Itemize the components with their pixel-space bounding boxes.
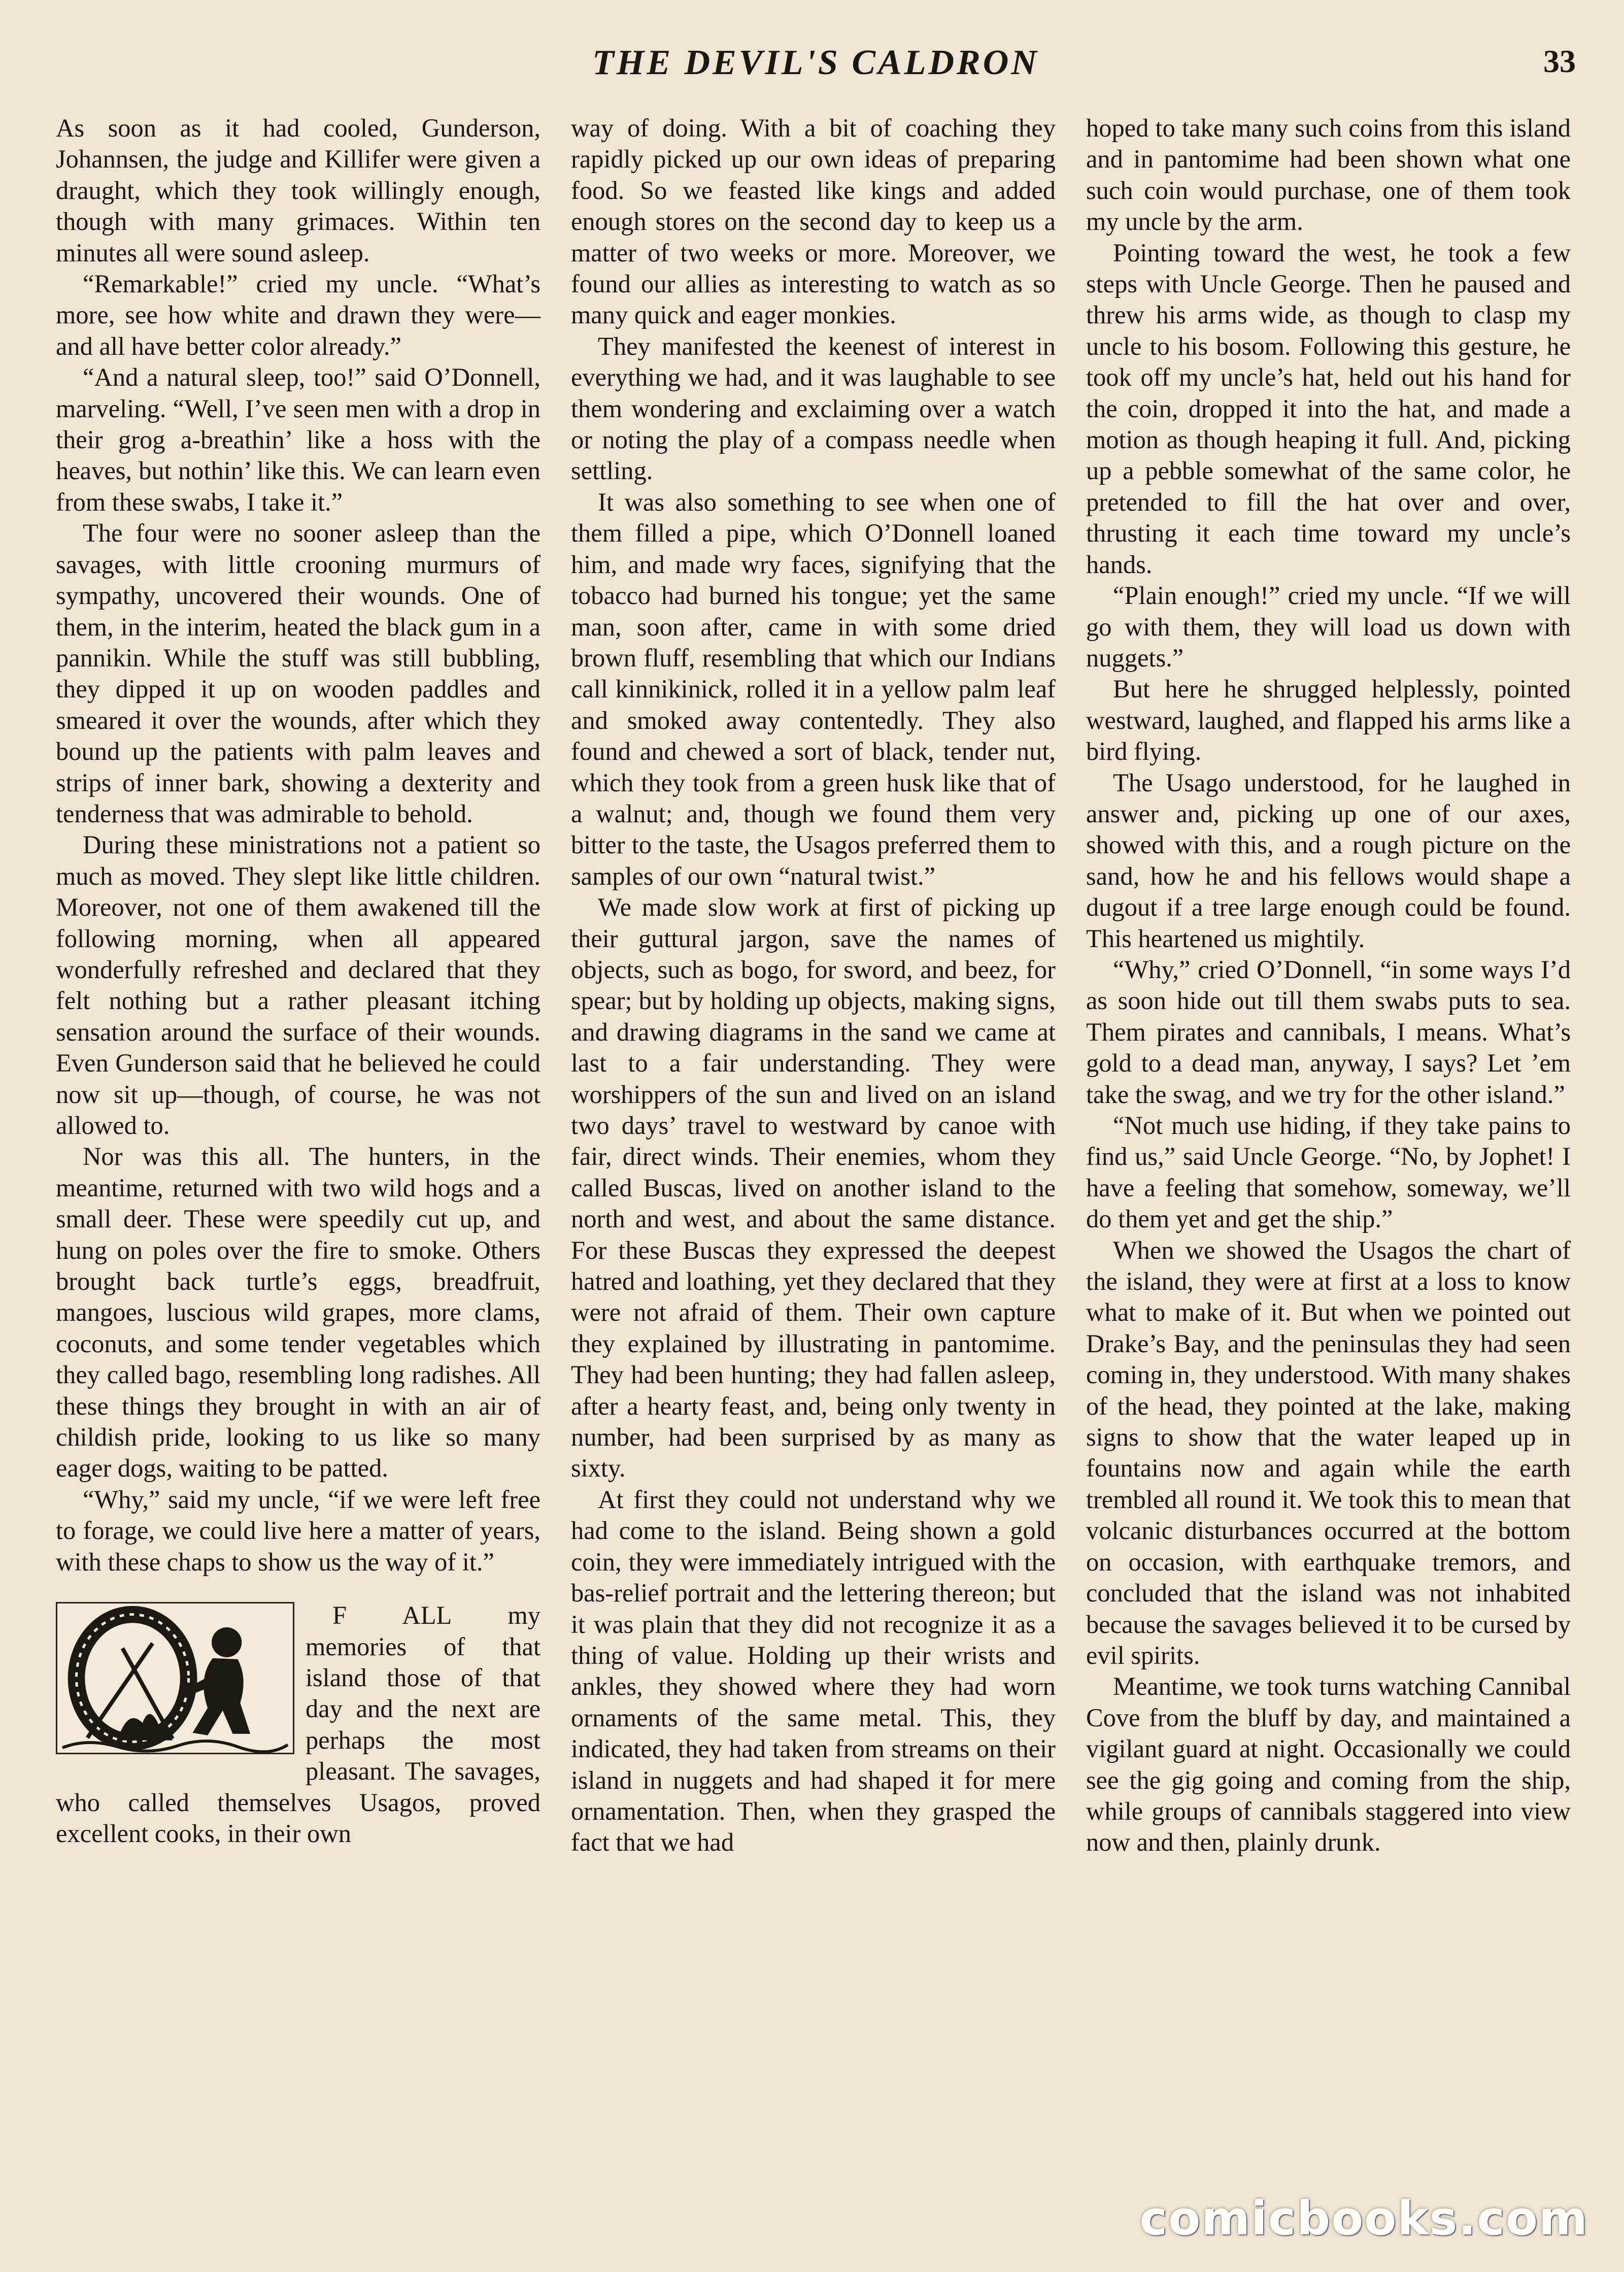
paragraph: “Why,” cried O’Donnell, “in some ways I’d as soon hide out till them swabs puts to sea. Them pirates and cannibals, I means. What’s gold to a dead man, anyway, I says? Let ’em take the swag, and we try for the other island.” <box>1086 955 1571 1109</box>
paragraph: way of doing. With a bit of coaching they rapidly picked up our own ideas of preparing food. So we feasted like kings and added enough stores on the second day to keep us a matter of two weeks or more. Moreover, we found our allies as interesting to watch as so many quick and eager monkies. <box>571 114 1056 329</box>
paragraph: “And a natural sleep, too!” said O’Donnell, marveling. “Well, I’ve seen men with a drop in their grog a-breathin’ like a hoss with the heaves, but nothin’ like this. We can learn even from these swabs, I take it.” <box>56 363 540 516</box>
running-title: THE DEVIL'S CALDRON <box>592 43 1039 82</box>
paragraph: “Not much use hiding, if they take pains to find us,” said Uncle George. “No, by Jophet! I have a feeling that somehow, someway, we’ll do them yet and get the ship.” <box>1086 1111 1571 1233</box>
dropcap-paragraph: F ALL my memories of that island those of that day and the next are perhaps the most pleasant. The savages, who called themselves Usagos, proved excellent cooks, in their own <box>56 1601 540 1848</box>
paragraph: The four were no sooner asleep than the savages, with little crooning murmurs of sympathy, uncovered their wounds. One of them, in the interim, heated the black gum in a pannikin. While the stuff was still bubbling, they dipped it up on wooden paddles and smeared it over the wounds, after which they bound up the patients with palm leaves and strips of inner bark, showing a dexterity and tenderness that was admirable to behold. <box>56 519 540 828</box>
paragraph: When we showed the Usagos the chart of the island, they were at first at a loss to know what to make of it. But when we pointed out Drake’s Bay, and the peninsulas they had seen coming in, they understood. With many shakes of the head, they pointed at the lake, making signs to show that the water leaped up in fountains now and again while the earth trembled all round it. We took this to mean that volcanic disturbances occurred at the bottom on occasion, with earthquake tremors, and concluded that the island was not inhabited because the savages believed it to be cursed by evil spirits. <box>1086 1235 1571 1669</box>
site-watermark: comicbooks.com <box>1139 2191 1588 2246</box>
paragraph: As soon as it had cooled, Gunderson, Johannsen, the judge and Killifer were given a draught, which they took willingly enough, though with many grimaces. Within ten minutes all were sound asleep. <box>56 114 540 267</box>
text-columns <box>56 113 1571 2189</box>
column-1 <box>56 113 540 2189</box>
decorated-initial-o-illustration <box>56 1602 294 1754</box>
paragraph: It was also something to see when one of them filled a pipe, which O’Donnell loaned him, and made wry faces, signifying that the tobacco had burned his tongue; yet the same man, soon after, came in with some dried brown fluff, resembling that which our Indians call kinnikinick, rolled it in a yellow palm leaf and smoked away contentedly. They also found and chewed a sort of black, tender nut, which they took from a green husk like that of a walnut; and, though we found them very bitter to the taste, the Usagos preferred them to samples of our own “natural twist.” <box>571 487 1056 890</box>
paragraph: Pointing toward the west, he took a few steps with Uncle George. Then he paused and threw his arms wide, as though to clasp my uncle to his bosom. Following this gesture, he took off my uncle’s hat, held out his hand for the coin, dropped it into the hat, and made a motion as though heaping it full. And, picking up a pebble somewhat of the same color, he pretended to fill the hat over and over, thrusting it each time toward my uncle’s hands. <box>1086 238 1571 579</box>
paragraph: At first they could not understand why we had come to the island. Being shown a gold coin, they were immediately intrigued with the bas-relief portrait and the lettering thereon; but it was plain that they did not recognize it as a thing of value. Holding up their wrists and ankles, they showed where they had worn ornaments of the same metal. This, they indicated, they had taken from streams on their island in nuggets and had shaped it for mere ornamentation. Then, when they grasped the fact that we had <box>571 1485 1056 1857</box>
chapter-opening <box>56 1600 540 1849</box>
paragraph: They manifested the keenest of interest in everything we had, and it was laughable to see them wondering and exclaiming over a watch or noting the play of a compass needle when settling. <box>571 331 1056 485</box>
page-number: 33 <box>1543 43 1576 79</box>
paragraph: “Plain enough!” cried my uncle. “If we will go with them, they will load us down with nuggets.” <box>1086 581 1571 672</box>
column-3 <box>1086 113 1571 2189</box>
paragraph: The Usago understood, for he laughed in answer and, picking up one of our axes, showed with this, and a rough picture on the sand, how he and his fellows would shape a dugout if a tree large enough could be found. This heartened us mightily. <box>1086 768 1571 953</box>
paragraph: But here he shrugged helplessly, pointed westward, laughed, and flapped his arms like a bird flying. <box>1086 675 1571 766</box>
paragraph: “Remarkable!” cried my uncle. “What’s more, see how white and drawn they were—and all have better color already.” <box>56 270 540 360</box>
page-header <box>56 36 1576 91</box>
paragraph: We made slow work at first of picking up their guttural jargon, save the names of objects, such as bogo, for sword, and beez, for spear; but by holding up objects, making signs, and drawing diagrams in the sand we came at last to a fair understanding. They were worshippers of the sun and lived on an island two days’ travel to westward by canoe with fair, direct winds. Their enemies, whom they called Buscas, lived on another island to the north and west, and about the same distance. For these Buscas they expressed the deepest hatred and loathing, yet they declared that they were not afraid of them. Their own capture they explained by illustrating in pantomime. They had been hunting; they had fallen asleep, after a hearty feast, and, being only twenty in number, had been surprised by as many as sixty. <box>571 893 1056 1483</box>
column-2 <box>571 113 1056 2189</box>
paragraph: Nor was this all. The hunters, in the meantime, returned with two wild hogs and a small deer. These were speedily cut up, and hung on poles over the fire to smoke. Others brought back turtle’s eggs, breadfruit, mangoes, luscious wild grapes, more clams, coconuts, and some tender vegetables which they called bago, resembling long radishes. All these things they brought in with an air of childish pride, looking to us like so many eager dogs, waiting to be patted. <box>56 1142 540 1483</box>
paragraph: “Why,” said my uncle, “if we were left free to forage, we could live here a matter of years, with these chaps to show us the way of it.” <box>56 1485 540 1576</box>
paragraph: During these ministrations not a patient so much as moved. They slept like little children. Moreover, not one of them awakened till the following morning, when all appeared wonderfully refreshed and declared that they felt nothing but a rather pleasant itching sensation around the surface of their wounds. Even Gunderson said that he believed he could now sit up—though, of course, he was not allowed to. <box>56 830 540 1140</box>
paragraph: hoped to take many such coins from this island and in pantomime had been shown what one such coin would purchase, one of them took my uncle by the arm. <box>1086 114 1571 236</box>
paragraph: Meantime, we took turns watching Cannibal Cove from the bluff by day, and maintained a vigilant guard at night. Occasionally we could see the gig going and coming from the ship, while groups of cannibals staggered into view now and then, plainly drunk. <box>1086 1672 1571 1857</box>
